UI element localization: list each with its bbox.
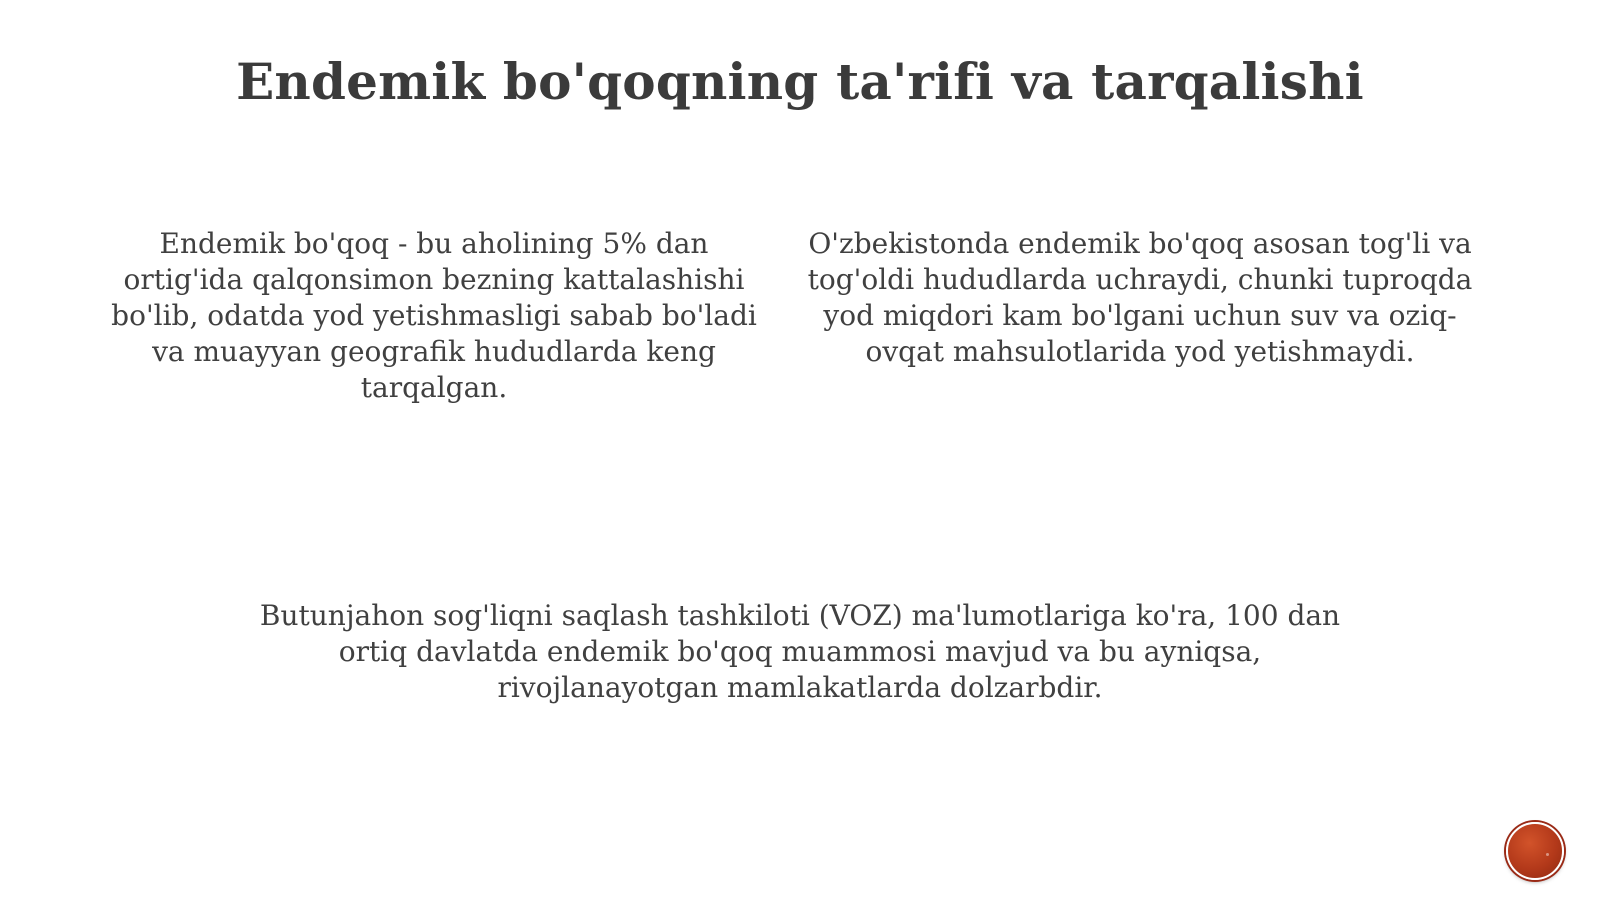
highlight-dot: [1546, 853, 1549, 856]
definition-paragraph: Endemik bo'qoq - bu aholining 5% dan ortig'ida qalqonsimon bezning kattalashishi bo'lib, odatda yod yetishmasligi sabab bo'ladi va muayyan geografik hududlarda keng tarqalgan.: [111, 227, 757, 404]
slide-title: Endemik bo'qoqning ta'rifi va tarqalishi: [236, 52, 1364, 111]
uzbekistan-paragraph: O'zbekistonda endemik bo'qoq asosan tog'li va tog'oldi hududlarda uchraydi, chunki tuproqda yod miqdori kam bo'lgani uchun suv va oziq-ovqat mahsulotlarida yod yetishmaydi.: [807, 227, 1473, 368]
circle-nav-button-icon[interactable]: [1506, 822, 1564, 880]
who-paragraph: Butunjahon sog'liqni saqlash tashkiloti (VOZ) ma'lumotlariga ko'ra, 100 dan ortiq davlatda endemik bo'qoq muammosi mavjud va bu ayniqsa, rivojlanayotgan mamlakatlarda dolzarbdir.: [259, 599, 1341, 704]
